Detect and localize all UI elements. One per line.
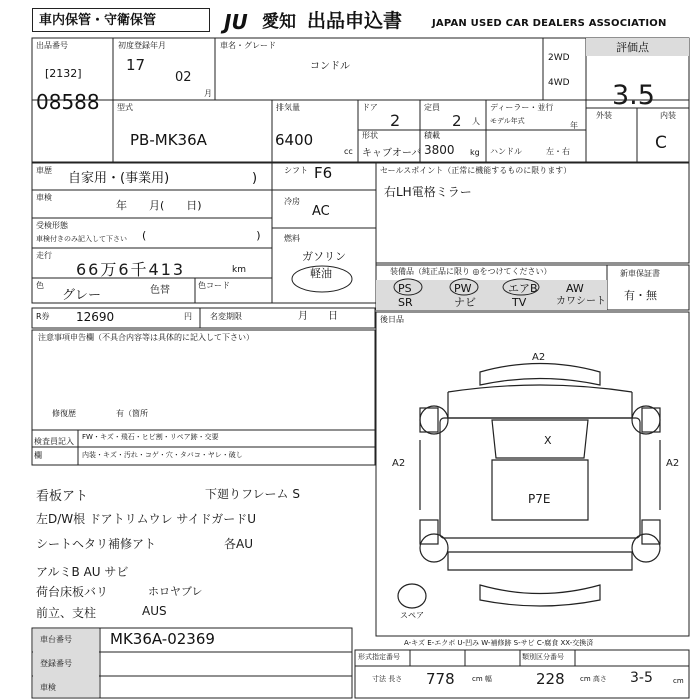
height-label: cm 高さ xyxy=(580,675,607,683)
ext-label: 外装 xyxy=(596,111,612,120)
equip-pw: PW xyxy=(454,282,472,295)
capacity-unit: 人 xyxy=(472,117,480,126)
chassis-label: 車台番号 xyxy=(40,635,72,644)
note-1: 看板アト xyxy=(36,489,89,504)
notes-label: 注意事項申告欄（不具合内容等は具体的に記入して下さい） xyxy=(38,333,254,342)
mark-p7e: P7E xyxy=(528,492,551,506)
mileage-value: 66万6千413 xyxy=(76,260,186,279)
equip-seat: カワシート xyxy=(556,296,606,307)
dealer-label: ディーラー・並行 xyxy=(490,103,554,112)
disp-value: 6400 xyxy=(275,131,314,149)
diagram-legend: A-キズ E-エクボ U-凹み W-補修跡 S-サビ C-腐食 XX-交換済 xyxy=(404,639,594,647)
mark-front: A2 xyxy=(532,352,546,363)
name-change-label: 名変期限 xyxy=(210,312,242,321)
fuel-gas: ガソリン xyxy=(302,250,346,263)
capacity-value: 2 xyxy=(452,112,462,130)
shape-label: 形状 xyxy=(362,131,378,140)
equip-tv: TV xyxy=(512,296,527,309)
recycle-label: R券 xyxy=(36,312,50,321)
form-title: 出品申込書 xyxy=(307,10,403,32)
lot-number: 08588 xyxy=(36,90,100,114)
note-8: ホロヤブレ xyxy=(148,585,203,598)
int-value: C xyxy=(655,133,667,153)
shape-value: キャブオーバ xyxy=(362,148,422,159)
form-spec-label: 形式指定番号 xyxy=(358,653,400,661)
chassis-value: MK36A-02369 xyxy=(110,630,215,648)
door-value: 2 xyxy=(390,111,401,130)
equipment-label: 装備品（純正品に限り ◎をつけてください） xyxy=(390,267,552,276)
drive-2wd: 2WD xyxy=(548,53,570,63)
equip-navi: ナビ xyxy=(454,296,476,309)
fuel-label: 燃料 xyxy=(284,234,300,243)
mark-left: A2 xyxy=(392,458,406,469)
capacity-label: 定員 xyxy=(424,103,440,112)
reg-year: 17 xyxy=(126,56,146,74)
sales-label: セールスポイント（正常に機能するものに限ります） xyxy=(380,166,572,175)
name-change-value: 月 日 xyxy=(298,311,338,322)
form-subtitle: JAPAN USED CAR DEALERS ASSOCIATION xyxy=(432,18,667,29)
model-label: 車名・グレード xyxy=(220,41,276,50)
recycle-value: 12690 xyxy=(76,310,115,324)
interior-row: 内装・キズ・汚れ・コゲ・穴・タバコ・ヤレ・破し xyxy=(82,451,243,459)
handle-options: 左・右 xyxy=(546,147,570,156)
color-code-label: 色コード xyxy=(198,281,230,290)
width-label: cm 幅 xyxy=(472,675,492,683)
spare-label: スペア xyxy=(400,611,424,620)
color-change-label: 色替 xyxy=(150,285,170,296)
drive-4wd: 4WD xyxy=(548,78,570,88)
type-value: PB-MK36A xyxy=(130,131,207,149)
disp-label: 排気量 xyxy=(276,103,300,112)
repair-label: 修復歴 xyxy=(52,409,76,418)
history-paren: ) xyxy=(252,171,258,186)
note-9: 前立、支柱 xyxy=(36,606,97,620)
ac-value: AC xyxy=(312,204,330,219)
history-label: 車歴 xyxy=(36,166,52,175)
note-3: 左D/W根 ドアトリムウレ サイドガードU xyxy=(36,512,257,526)
repair-value: 有（箇所 xyxy=(116,409,148,418)
grade-label: 評価点 xyxy=(616,41,649,54)
warranty-label: 新車保証書 xyxy=(620,269,660,278)
note-5: 各AU xyxy=(224,537,253,551)
equip-aw: AW xyxy=(566,282,584,295)
equip-sr: SR xyxy=(398,296,413,309)
equip-ps: PS xyxy=(398,282,412,295)
width-value: 228 xyxy=(536,670,565,688)
reg-month: 02 xyxy=(175,70,192,85)
note-6: アルミB AU サビ xyxy=(36,565,129,579)
grade-value: 3.5 xyxy=(612,80,655,111)
mileage-unit: km xyxy=(232,265,246,275)
cert-label: 類別区分番号 xyxy=(522,653,564,661)
int-label: 内装 xyxy=(660,111,676,120)
mark-right: A2 xyxy=(666,458,680,469)
length-label: 寸法 長さ xyxy=(372,675,403,683)
reg-label: 初度登録年月 xyxy=(118,41,166,50)
note-10: AUS xyxy=(142,604,167,618)
mileage-label: 走行 xyxy=(36,251,52,260)
storage-label: 車内保管・守衛保管 xyxy=(39,13,157,28)
length-value: 778 xyxy=(426,670,455,688)
type-label: 型式 xyxy=(117,103,133,112)
color-value: グレー xyxy=(62,288,102,303)
reg-no-label: 登録番号 xyxy=(40,659,72,668)
history-value: 自家用・(事業用) xyxy=(68,171,170,186)
color-label: 色 xyxy=(36,281,44,290)
receipt-label: 受検形態 xyxy=(36,221,68,230)
logo-text: JU xyxy=(224,10,248,34)
equip-airbag: エアB xyxy=(508,282,538,295)
bottom-label: 車検 xyxy=(40,683,56,692)
ac-label: 冷房 xyxy=(284,197,300,206)
model-year-label: モデル年式 xyxy=(490,117,525,125)
load-label: 積載 xyxy=(424,131,440,140)
month-unit: 月 xyxy=(204,89,212,98)
mark-x: X xyxy=(544,434,552,447)
org-name: 愛知 xyxy=(262,12,296,32)
lot-label: 出品番号 xyxy=(36,41,68,50)
fw-row: FW・キズ・飛石・ヒビ割・リペア跡・交要 xyxy=(82,433,219,441)
height-value: 3-5 xyxy=(630,670,653,686)
note-7: 荷台床板バリ xyxy=(36,585,109,599)
shift-value: F6 xyxy=(314,164,333,182)
load-value: 3800 xyxy=(424,143,455,157)
height-unit: cm xyxy=(673,677,684,685)
inspection-value: 年 月( 日) xyxy=(116,199,202,212)
model-value: コンドル xyxy=(310,61,350,72)
shift-label: シフト xyxy=(284,166,308,175)
rear-seat-label: 後日品 xyxy=(380,315,404,324)
fuel-diesel: 軽油 xyxy=(310,267,332,280)
note-2: 下廻りフレーム S xyxy=(205,487,300,501)
door-label: ドア xyxy=(362,103,378,112)
disp-unit: cc xyxy=(344,147,353,156)
receipt-note: 車検付きのみ記入して下さい xyxy=(36,235,127,243)
lot-small: [2132] xyxy=(45,67,82,80)
load-unit: kg xyxy=(470,148,480,157)
inspection-label: 車検 xyxy=(36,193,52,202)
recycle-unit: 円 xyxy=(184,312,192,321)
warranty-options: 有・無 xyxy=(624,289,657,302)
handle-label: ハンドル xyxy=(490,147,522,156)
receipt-value: ( ) xyxy=(142,229,261,242)
year-unit: 年 xyxy=(570,121,578,130)
inspector-label: 検査員記入欄 xyxy=(34,437,74,460)
note-4: シートヘタリ補修アト xyxy=(36,537,157,551)
sales-value: 右LH電格ミラー xyxy=(384,185,472,199)
